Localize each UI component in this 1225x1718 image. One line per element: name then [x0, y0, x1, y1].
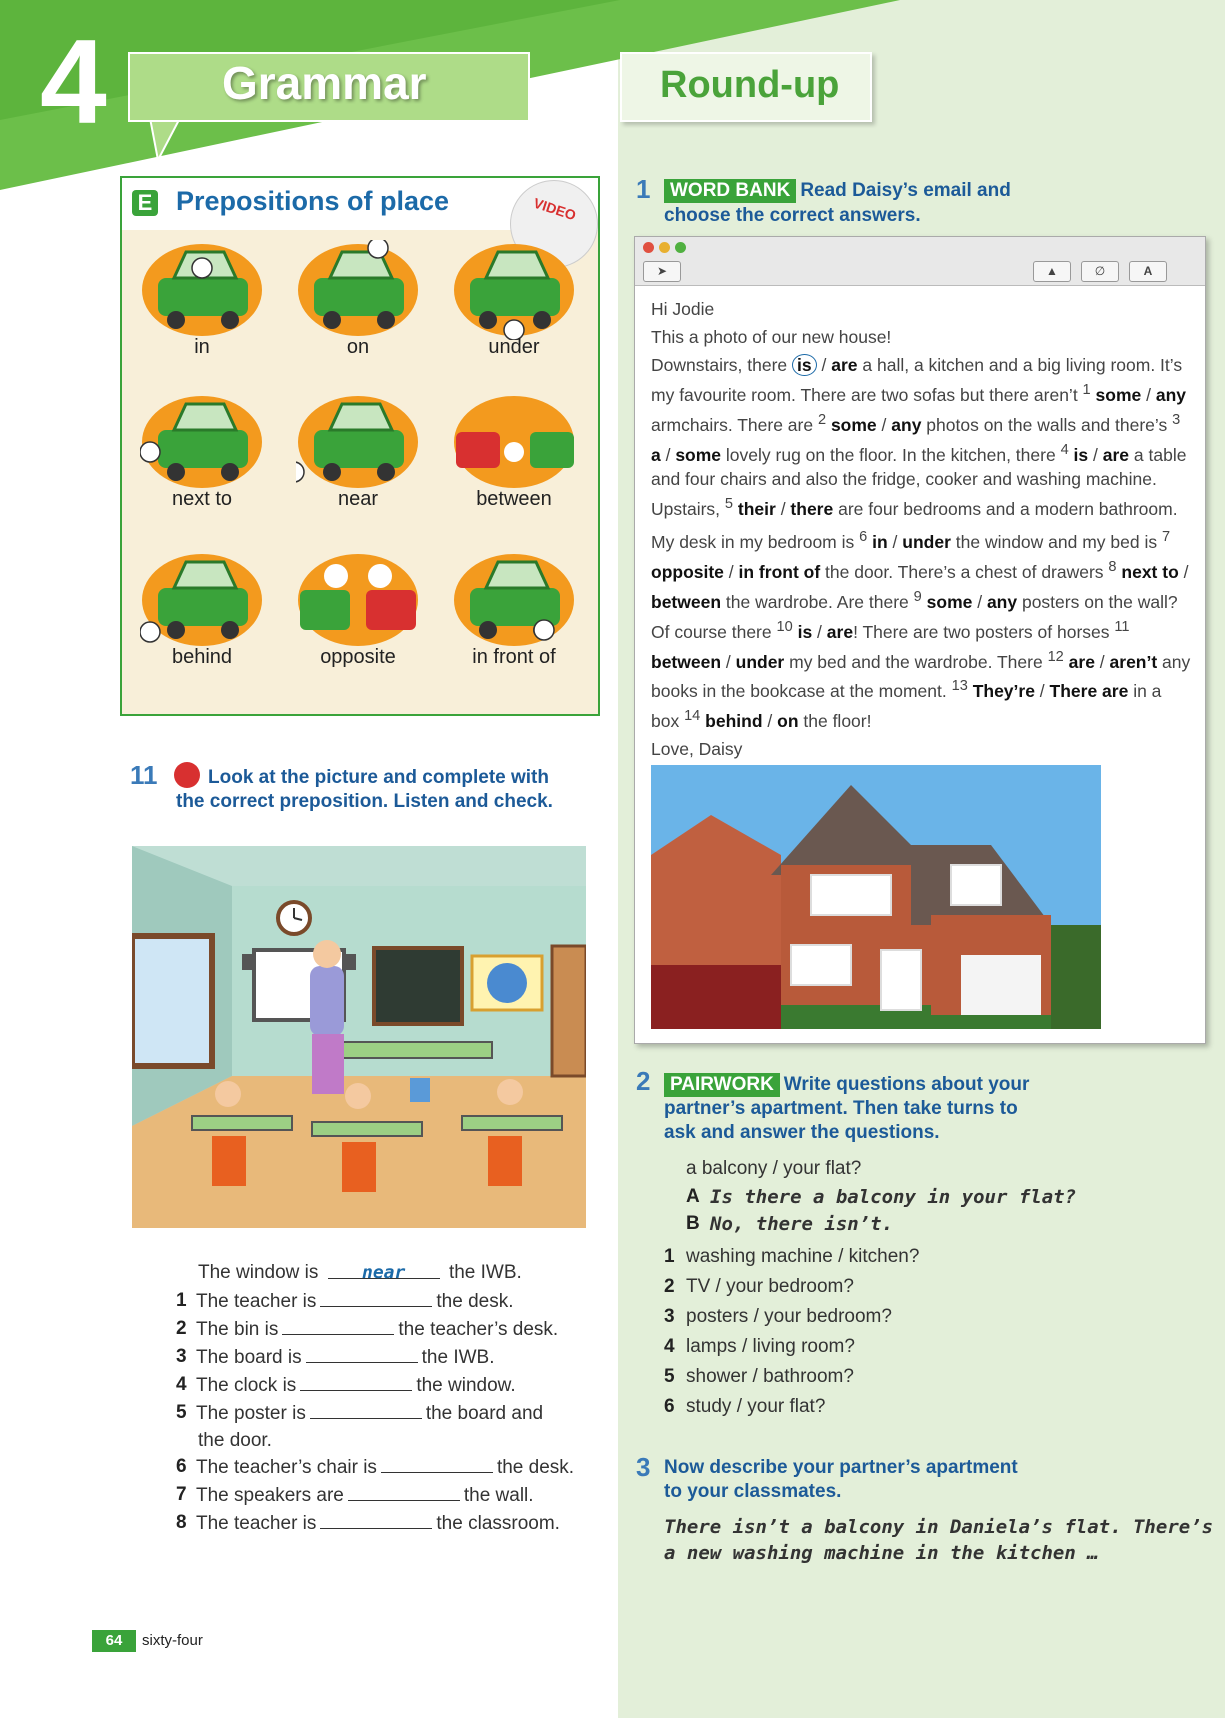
car-dog-illustration — [452, 240, 576, 340]
question-text: lamps / living room? — [686, 1336, 855, 1357]
sentence-item — [176, 1512, 606, 1536]
question-number: 4 — [664, 1336, 675, 1357]
audio-icon[interactable] — [174, 762, 200, 788]
word-bank-badge: WORD BANK — [664, 179, 796, 203]
prepositions-header — [122, 178, 598, 230]
car-dog-illustration — [296, 240, 420, 340]
email-signoff: Love, Daisy — [651, 739, 743, 760]
send-icon[interactable]: ➤ — [643, 261, 681, 282]
exercise-1-instruction-1 — [664, 179, 1011, 203]
sentence-text — [196, 1346, 494, 1369]
exercise-3-instruction-1: Now describe your partner’s apartment — [664, 1457, 1018, 1478]
classroom-illustration — [132, 846, 586, 1228]
preposition-label: in — [194, 336, 210, 358]
sentence-text — [196, 1512, 560, 1535]
preposition-cell — [444, 542, 584, 688]
sentence-before: The bin is — [196, 1319, 279, 1340]
preposition-cell — [132, 232, 272, 378]
sentence-after: the desk. — [436, 1291, 514, 1312]
example-after: the IWB. — [448, 1262, 522, 1283]
preposition-label: behind — [171, 646, 233, 668]
preposition-cell — [444, 232, 584, 378]
sentence-before: The teacher’s chair is — [196, 1457, 377, 1478]
exercise-2-instruction-2: partner’s apartment. Then take turns to — [664, 1098, 1018, 1119]
sentence-item — [176, 1484, 606, 1508]
sentence-number: 5 — [176, 1402, 187, 1423]
car-dog-illustration — [452, 392, 576, 492]
question-number: 2 — [664, 1276, 675, 1297]
sentence-number: 2 — [176, 1318, 187, 1339]
email-body — [651, 297, 1191, 765]
example-sentence — [178, 1262, 608, 1286]
email-toolbar — [635, 237, 1205, 286]
video-label: VIDEO — [531, 194, 578, 224]
preposition-label: next to — [171, 488, 233, 510]
preposition-cell — [132, 384, 272, 530]
sentence-before: The clock is — [196, 1375, 297, 1396]
sentence-number: 4 — [176, 1374, 187, 1395]
exercise-2-instruction-3: ask and answer the questions. — [664, 1122, 940, 1143]
section-badge: E — [132, 190, 158, 216]
preposition-label: in front of — [472, 646, 556, 668]
exercise-1-number: 1 — [636, 174, 651, 204]
example-answer: near — [361, 1262, 406, 1283]
exercise-11-instruction-1: Look at the picture and complete with — [208, 767, 549, 788]
sentence-item — [176, 1402, 606, 1426]
sentence-text — [196, 1484, 534, 1507]
sentence-number: 8 — [176, 1512, 187, 1533]
minimize-dot[interactable] — [659, 242, 670, 253]
preposition-label: between — [476, 488, 552, 510]
sentence-item — [176, 1456, 606, 1480]
sentence-after: the board and — [425, 1403, 544, 1424]
pairwork-badge: PAIRWORK — [664, 1073, 780, 1097]
preposition-cell — [132, 542, 272, 688]
exercise-11-number: 11 — [130, 760, 158, 790]
maximize-dot[interactable] — [675, 242, 686, 253]
house-photo — [651, 765, 1101, 1029]
example-a-answer: Is there a balcony in your flat? — [710, 1186, 1077, 1208]
sentence-before: The poster is — [196, 1403, 306, 1424]
preposition-cell — [288, 384, 428, 530]
car-dog-illustration — [452, 550, 576, 650]
answer-blank[interactable] — [282, 1318, 394, 1335]
answer-blank[interactable] — [310, 1402, 422, 1419]
example-b-label: B — [686, 1213, 700, 1234]
sentence-after: the desk. — [496, 1457, 575, 1478]
email-paragraph-2: My desk in my bedroom is $^6$ in / under the window and my bed is $^7$ opposite / in front of the door. There’s a chest of drawers $^8$ next to / between the wardrobe. Are there $^9$ some / any posters on the wall? Of course there $^{10}$ is / are! There are two posters of horses $^{11}$ between / under my bed and the wardrobe. There $^{12}$ are / aren’t any books in the bookcase at the moment. $^{13}$ They’re / There are in a box $^{14}$ behind / on the floor! — [651, 529, 1191, 732]
sentence-after: the wall. — [463, 1485, 534, 1506]
sentence-item — [176, 1318, 606, 1342]
sentence-item — [176, 1346, 606, 1370]
sentence-item — [176, 1374, 606, 1398]
car-dog-illustration — [296, 392, 420, 492]
question-text: shower / bathroom? — [686, 1366, 854, 1387]
answer-blank[interactable] — [300, 1374, 412, 1391]
sentence-text — [196, 1290, 514, 1313]
close-dot[interactable] — [643, 242, 654, 253]
exercise-2-example-prompt: a balcony / your flat? — [686, 1158, 862, 1179]
grammar-title: Grammar — [222, 57, 427, 109]
page-number: 64 — [92, 1630, 136, 1652]
answer-blank[interactable] — [306, 1346, 418, 1363]
exercise-3-number: 3 — [636, 1452, 651, 1482]
roundup-title: Round-up — [660, 64, 840, 106]
answer-blank[interactable] — [320, 1512, 432, 1529]
exercise-11-instruction-2: the correct preposition. Listen and check. — [176, 791, 553, 812]
example-before: The window is — [198, 1262, 319, 1283]
question-number: 3 — [664, 1306, 675, 1327]
question-number: 1 — [664, 1246, 675, 1267]
car-dog-illustration — [140, 240, 264, 340]
email-window — [634, 236, 1206, 1044]
question-text: washing machine / kitchen? — [686, 1246, 920, 1267]
email-greeting: Hi Jodie — [651, 299, 715, 319]
attach-icon[interactable]: ∅ — [1081, 261, 1119, 282]
sentence-continuation: the door. — [198, 1430, 272, 1451]
exercise-3-example-1: There isn’t a balcony in Daniela’s flat. There’s — [664, 1516, 1214, 1538]
chapter-number: 4 — [40, 15, 103, 149]
sentence-before: The speakers are — [196, 1485, 344, 1506]
question-text: posters / your bedroom? — [686, 1306, 892, 1327]
prepositions-box — [120, 176, 600, 716]
sentence-before: The board is — [196, 1347, 302, 1368]
sentence-text — [196, 1456, 574, 1479]
sentence-before: The teacher is — [196, 1291, 317, 1312]
prepositions-title: Prepositions of place — [176, 186, 450, 216]
preposition-label: on — [346, 336, 370, 358]
sentence-number: 6 — [176, 1456, 187, 1477]
preposition-cell — [444, 384, 584, 530]
sentence-after: the classroom. — [436, 1513, 560, 1534]
exercise-3-instruction-2: to your classmates. — [664, 1481, 842, 1502]
sentence-text — [196, 1318, 558, 1341]
question-number: 5 — [664, 1366, 675, 1387]
contact-icon[interactable]: ▲ — [1033, 261, 1071, 282]
sentence-number: 1 — [176, 1290, 187, 1311]
page-number-text: sixty-four — [142, 1632, 203, 1649]
preposition-label: near — [337, 488, 379, 510]
example-answer-blank — [328, 1262, 440, 1283]
sentence-after: the IWB. — [421, 1347, 495, 1368]
sentence-number: 7 — [176, 1484, 187, 1505]
email-paragraph-1: Downstairs, there is / are a hall, a kitchen and a big living room. It’s my favourite room. There are two sofas but there aren’t $^1$ some / any armchairs. There are $^2$ some / any photos on the walls and there’s $^3$ a / some lovely rug on the floor. In the kitchen, there $^4$ is / are a table and four chairs and also the fridge, cooker and washing machine. Upstairs, $^5$ their / there are four bedrooms and a modern bathroom. — [651, 355, 1187, 520]
answer-blank[interactable] — [320, 1290, 432, 1307]
preposition-label: opposite — [320, 646, 396, 668]
answer-blank[interactable] — [381, 1456, 493, 1473]
car-dog-illustration — [296, 550, 420, 650]
example-b-answer: No, there isn’t. — [710, 1213, 894, 1235]
sentence-text — [196, 1402, 543, 1425]
exercise-1-instruction-1-text: Read Daisy’s email and — [800, 180, 1011, 201]
sentence-after: the teacher’s desk. — [398, 1319, 559, 1340]
preposition-cell — [288, 542, 428, 688]
sentence-item — [176, 1290, 606, 1314]
sentence-number: 3 — [176, 1346, 187, 1367]
question-text: TV / your bedroom? — [686, 1276, 854, 1297]
preposition-label: under — [488, 336, 540, 358]
preposition-cell — [288, 232, 428, 378]
exercise-2-instruction-1-text: Write questions about your — [783, 1074, 1030, 1095]
exercise-2-number: 2 — [636, 1066, 651, 1096]
exercise-1-instruction-2: choose the correct answers. — [664, 205, 921, 226]
sentence-before: The teacher is — [196, 1513, 317, 1534]
example-a-label: A — [686, 1186, 700, 1207]
question-number: 6 — [664, 1396, 675, 1417]
exercise-3-example-2: a new washing machine in the kitchen … — [664, 1542, 1099, 1564]
exercise-2-instruction-1 — [664, 1073, 1029, 1097]
answer-blank[interactable] — [348, 1484, 460, 1501]
sentence-after: the window. — [416, 1375, 516, 1396]
car-dog-illustration — [140, 550, 264, 650]
email-line-1: This a photo of our new house! — [651, 327, 892, 347]
question-text: study / your flat? — [686, 1396, 826, 1417]
sentence-text — [196, 1374, 516, 1397]
font-icon[interactable]: A — [1129, 261, 1167, 282]
car-dog-illustration — [140, 392, 264, 492]
